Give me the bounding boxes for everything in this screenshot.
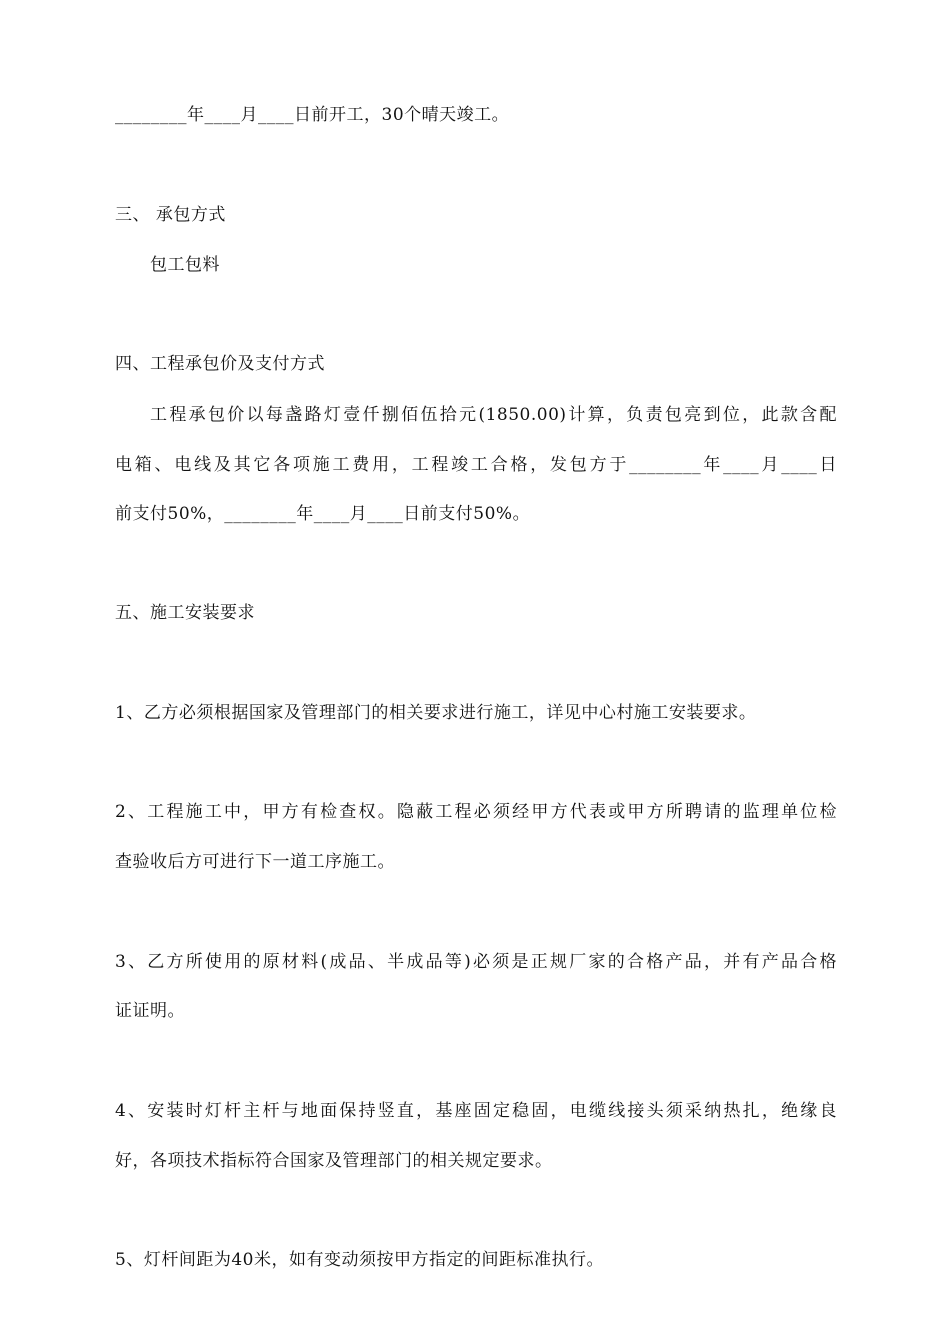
item-5: 5、灯杆间距为40米，如有变动须按甲方指定的间距标准执行。 (115, 1250, 604, 1270)
item-3-line-1: 3、乙方所使用的原材料(成品、半成品等)必须是正规厂家的合格产品，并有产品合格 (115, 952, 837, 972)
section-four-para-line-2: 电箱、电线及其它各项施工费用，工程竣工合格，发包方于________年____月____日 (115, 455, 837, 475)
item-1: 1、乙方必须根据国家及管理部门的相关要求进行施工，详见中心村施工安装要求。 (115, 703, 757, 723)
section-four-para-line-1: 工程承包价以每盏路灯壹仟捌佰伍拾元(1850.00)计算，负责包亮到位，此款含配 (150, 405, 837, 425)
item-2-line-1: 2、工程施工中，甲方有检查权。隐蔽工程必须经甲方代表或甲方所聘请的监理单位检 (115, 802, 837, 822)
section-three-heading: 三、 承包方式 (115, 205, 226, 225)
item-3-line-2: 证证明。 (115, 1001, 185, 1021)
item-2-line-2: 查验收后方可进行下一道工序施工。 (115, 852, 395, 872)
section-three-body: 包工包料 (150, 255, 220, 275)
item-4-line-2: 好，各项技术指标符合国家及管理部门的相关规定要求。 (115, 1151, 553, 1171)
item-4-line-1: 4、安装时灯杆主杆与地面保持竖直，基座固定稳固，电缆线接头须采纳热扎，绝缘良 (115, 1101, 837, 1121)
section-four-heading: 四、工程承包价及支付方式 (115, 354, 325, 374)
section-five-heading: 五、施工安装要求 (115, 603, 255, 623)
section-four-para-line-3: 前支付50%，________年____月____日前支付50%。 (115, 504, 531, 524)
start-date-line: ________年____月____日前开工，30个晴天竣工。 (115, 105, 510, 125)
